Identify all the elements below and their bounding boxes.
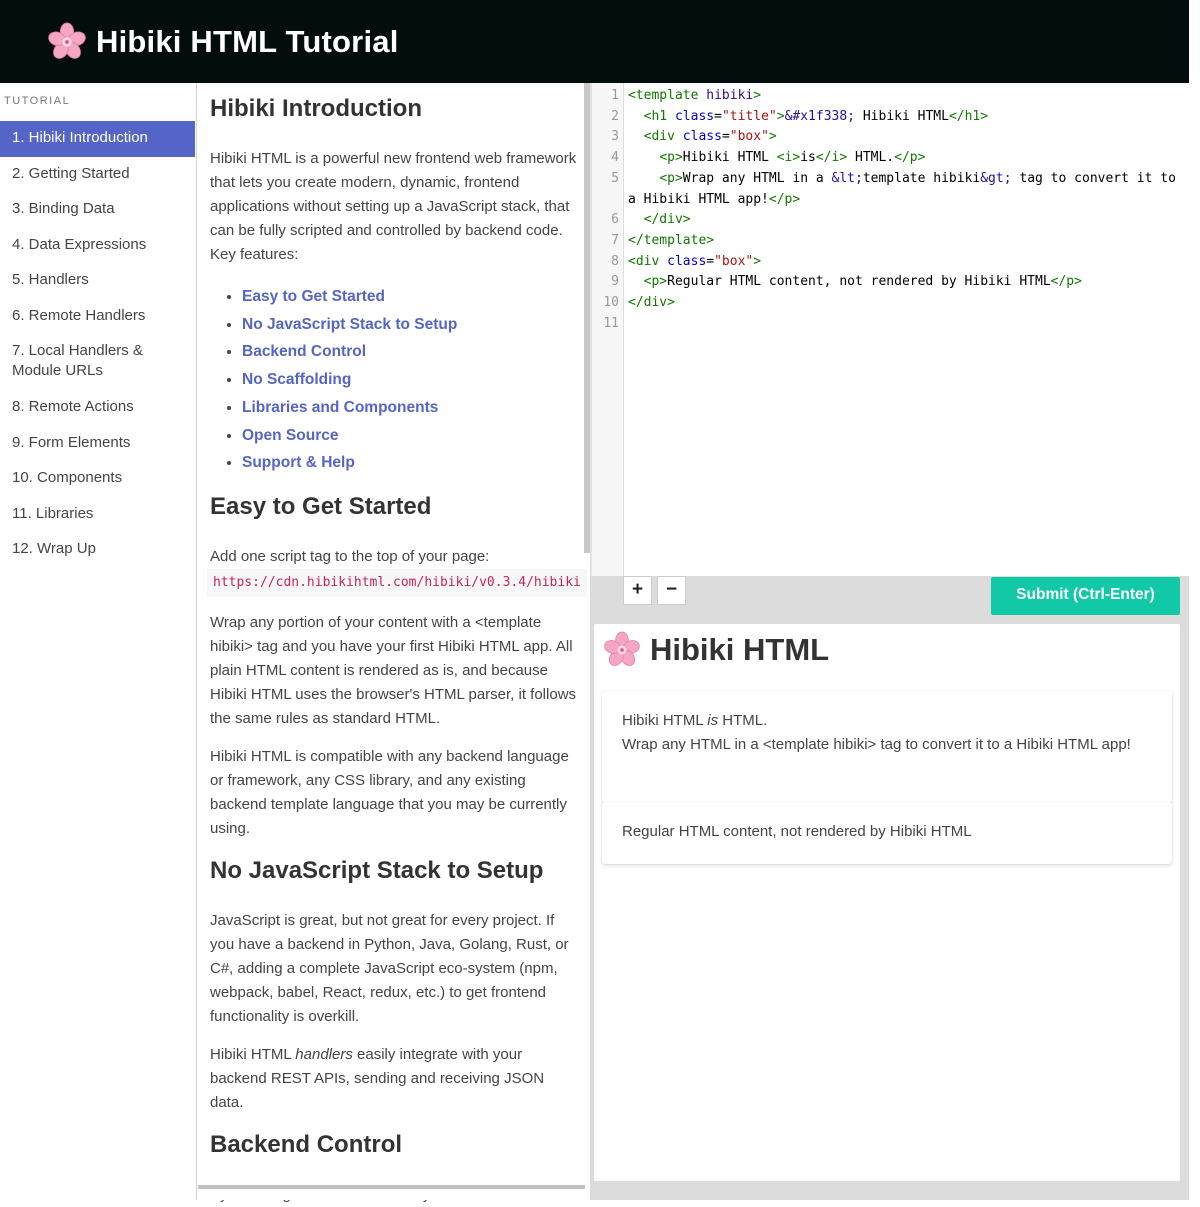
zoom-in-button[interactable]: +	[623, 576, 652, 605]
code-text[interactable]	[628, 86, 1188, 314]
rendered-output	[594, 624, 1180, 1181]
box1-post: HTML.	[718, 712, 768, 729]
submit-button[interactable]: Submit (Ctrl-Enter)	[991, 577, 1180, 615]
line-number: 5	[611, 170, 619, 186]
nojs-text-post: easily integrate with your backend REST APIs, sending and receiving JSON data.	[210, 1045, 545, 1111]
box1-em: is	[707, 712, 719, 729]
code-line-3: <div class="box">	[643, 129, 777, 145]
line-number: 3	[611, 129, 619, 145]
easy-paragraph-2: Wrap any portion of your content with a <template hibiki> tag and you have your first Hibiki HTML app. All plain HTML content is rendered as is, and because Hibiki HTML uses the browser's HTML parser, it follows the same rules as standard HTML.	[210, 613, 577, 727]
line-number: 7	[611, 232, 619, 248]
output-box-regular	[602, 802, 1172, 864]
line-number: 2	[611, 108, 619, 124]
line-number: 9	[611, 274, 619, 290]
nojs-text-pre: Hibiki HTML	[210, 1045, 296, 1063]
sidebar-section-label: TUTORIAL	[4, 95, 71, 107]
output-title	[604, 632, 829, 668]
output-box-hibiki	[602, 691, 1172, 803]
app-header	[0, 0, 1189, 83]
app-title-text: Hibiki HTML Tutorial	[96, 23, 399, 59]
sidebar-item-getting-started[interactable]: 2. Getting Started	[12, 164, 130, 182]
feature-link[interactable]: Libraries and Components	[242, 398, 439, 416]
cherry-blossom-icon	[48, 23, 86, 61]
feature-link[interactable]: Backend Control	[242, 343, 367, 361]
feature-list	[242, 283, 590, 477]
sidebar-item-wrap-up[interactable]: 12. Wrap Up	[12, 540, 96, 557]
line-number	[592, 189, 623, 210]
feature-link[interactable]: Support & Help	[242, 454, 355, 472]
sidebar-item-introduction[interactable]: 1. Hibiki Introduction	[0, 121, 195, 157]
list-item[interactable]	[242, 311, 590, 339]
sidebar-item-data-expressions[interactable]: 4. Data Expressions	[12, 235, 147, 253]
sidebar	[0, 83, 197, 1200]
line-number: 10	[603, 294, 619, 310]
feature-link[interactable]: No Scaffolding	[242, 371, 352, 389]
easy-paragraph-3: Hibiki HTML is compatible with any backend language or framework, any CSS library, and any existing backend template language that you may be currently using.	[210, 747, 569, 837]
line-number: 1	[611, 88, 619, 103]
cherry-blossom-icon	[604, 632, 640, 668]
tutorial-content[interactable]	[198, 83, 590, 1185]
heading-introduction: Hibiki Introduction	[210, 95, 422, 122]
code-line-8: <div class="box">	[628, 253, 762, 269]
code-line-7: </template>	[628, 232, 715, 248]
playground-pane	[590, 83, 1189, 1200]
list-item[interactable]	[242, 283, 590, 311]
app-title	[48, 23, 399, 61]
feature-link[interactable]: Open Source	[242, 426, 339, 444]
line-number-gutter	[592, 83, 624, 576]
output-title-text: Hibiki HTML	[650, 632, 830, 667]
code-line-6: </div>	[643, 212, 691, 228]
heading-easy-start: Easy to Get Started	[210, 492, 432, 520]
heading-backend-control: Backend Control	[210, 1130, 403, 1158]
list-item[interactable]	[242, 422, 590, 450]
list-item[interactable]	[242, 449, 590, 477]
sidebar-item-local-handlers[interactable]: 7. Local Handlers & Module URLs	[12, 342, 143, 379]
code-line-9: <p>Regular HTML content, not rendered by Hibiki HTML</p>	[643, 274, 1082, 290]
sidebar-item-form-elements[interactable]: 9. Form Elements	[12, 433, 131, 451]
line-number: 6	[611, 212, 619, 228]
sidebar-item-components[interactable]: 10. Components	[12, 469, 123, 486]
easy-text: Add one script tag to the top of your page:	[210, 547, 490, 565]
script-url-code: https://cdn.hibikihtml.com/hibiki/v0.3.4/hibiki	[207, 569, 587, 597]
line-number: 11	[603, 315, 619, 331]
feature-link[interactable]: Easy to Get Started	[242, 288, 385, 305]
code-line-5: <p>Wrap any HTML in a &lt;template hibiki&gt; tag to convert it to a Hibiki HTML app!</p>	[628, 170, 1176, 207]
code-line-1: <template hibiki>	[628, 88, 762, 103]
sidebar-item-handlers[interactable]: 5. Handlers	[12, 271, 89, 288]
easy-paragraph-1	[210, 545, 581, 597]
sidebar-item-remote-actions[interactable]: 8. Remote Actions	[12, 398, 134, 415]
nojs-text-em: handlers	[295, 1045, 353, 1063]
list-item[interactable]	[242, 338, 590, 366]
line-number: 8	[611, 253, 619, 269]
code-line-10: </div>	[628, 295, 675, 311]
box1-line2: Wrap any HTML in a <template hibiki> tag to convert it to a Hibiki HTML app!	[622, 735, 1131, 753]
zoom-out-button[interactable]: −	[657, 576, 686, 605]
line-number: 4	[611, 150, 619, 166]
feature-link[interactable]: No JavaScript Stack to Setup	[242, 315, 458, 333]
box2-text: Regular HTML content, not rendered by Hibiki HTML	[622, 823, 972, 840]
nojs-paragraph-1: JavaScript is great, but not great for every project. If you have a backend in Python, Java, Golang, Rust, or C#, adding a complete JavaScript eco-system (npm, webpack, babel, React, redux, etc.) to get frontend functionality is overkill.	[210, 911, 569, 1025]
box1-pre: Hibiki HTML	[622, 712, 708, 729]
code-editor[interactable]	[590, 83, 1189, 576]
sidebar-item-remote-handlers[interactable]: 6. Remote Handlers	[12, 306, 146, 324]
code-line-2: <h1 class="title">&#x1f338; Hibiki HTML</h1>	[643, 108, 989, 124]
list-item[interactable]	[242, 366, 590, 394]
sidebar-item-libraries[interactable]: 11. Libraries	[12, 504, 94, 522]
heading-no-js-stack: No JavaScript Stack to Setup	[210, 856, 544, 884]
list-item[interactable]	[242, 394, 590, 422]
sidebar-item-binding-data[interactable]: 3. Binding Data	[12, 200, 115, 217]
tutorial-horizontal-scrollbar-track[interactable]	[198, 1185, 590, 1200]
intro-paragraph: Hibiki HTML is a powerful new frontend web framework that lets you create modern, dynamic, frontend applications without setting up a JavaScript stack, that can be fully scripted and controlled by backend code. Key features:	[210, 150, 577, 263]
nojs-paragraph-2	[210, 1043, 578, 1115]
code-line-4: <p>Hibiki HTML <i>is</i> HTML.</p>	[659, 150, 926, 166]
tutorial-horizontal-scrollbar[interactable]	[198, 1185, 585, 1189]
